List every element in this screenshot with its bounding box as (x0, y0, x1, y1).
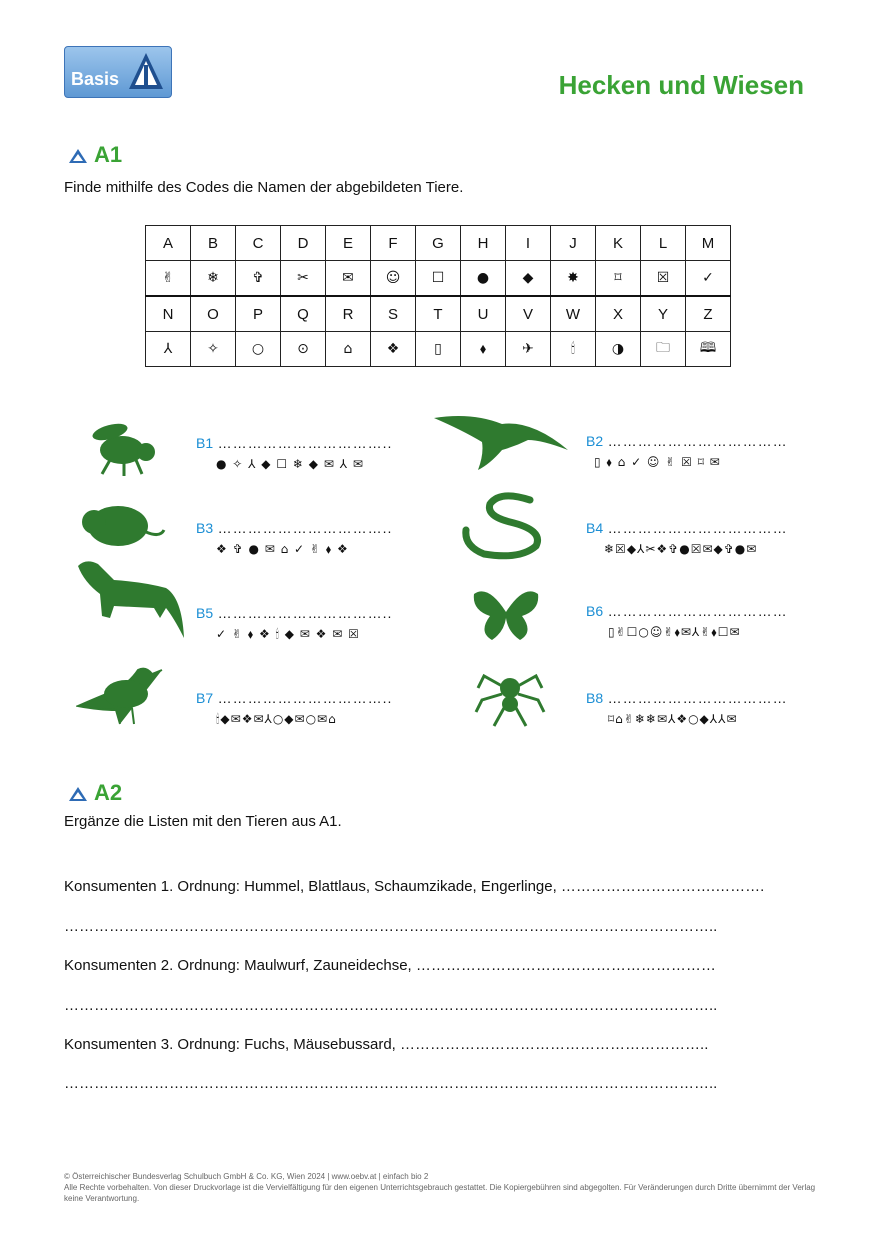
code-letter: K (596, 226, 641, 261)
code-symbol: ✉ (326, 261, 371, 297)
code-letter: R (326, 296, 371, 332)
code-letter: U (461, 296, 506, 332)
code-letter: J (551, 226, 596, 261)
code-symbol: ⌑ (596, 261, 641, 297)
code-symbol: ○ (236, 332, 281, 367)
code-symbol: ◆ (506, 261, 551, 297)
code-symbol: ☐ (416, 261, 461, 297)
code-table (145, 225, 731, 367)
consumer-line-2-continued[interactable]: ………………………………………………………………………………………………………………….. (64, 997, 718, 1014)
task-b6 (586, 603, 788, 640)
code-letter: T (416, 296, 461, 332)
b8-answer-line[interactable]: ……………………………… (607, 690, 788, 706)
b4-answer-line[interactable]: ……………………………… (607, 520, 788, 536)
consumer-line-2[interactable]: Konsumenten 2. Ordnung: Maulwurf, Zauneidechse, …………………………………………………… (64, 957, 716, 974)
code-symbol: 🗀 (641, 332, 686, 367)
code-letter: L (641, 226, 686, 261)
spider-icon (474, 664, 546, 730)
code-letter: G (416, 226, 461, 261)
b7-code: 🕯◆✉❖✉⅄○◆✉○✉⌂ (216, 712, 337, 726)
b8-label: B8 (586, 690, 604, 706)
code-symbol: ⊙ (281, 332, 326, 367)
code-letter: P (236, 296, 281, 332)
b7-answer-line[interactable]: …………………………….. (217, 690, 393, 706)
code-letter: F (371, 226, 416, 261)
code-symbol: ▯ (416, 332, 461, 367)
code-letter: O (191, 296, 236, 332)
b4-code: ❄☒◆⅄✂❖✞●☒✉◆✞●✉ (604, 542, 758, 556)
section-a2-heading: A2 (94, 780, 123, 805)
task-b1 (196, 435, 392, 471)
task-b8 (586, 690, 788, 726)
code-letter: V (506, 296, 551, 332)
task-b5 (196, 605, 392, 642)
b1-label: B1 (196, 435, 214, 451)
footer (64, 1171, 824, 1204)
code-symbol: ✸ (551, 261, 596, 297)
basis-logo (64, 46, 172, 98)
code-letter: A (146, 226, 191, 261)
b3-label: B3 (196, 520, 214, 536)
code-letter: C (236, 226, 281, 261)
code-letters-row-1 (146, 226, 731, 261)
code-symbol: ❄ (191, 261, 236, 297)
code-letter: D (281, 226, 326, 261)
consumer-line-3[interactable]: Konsumenten 3. Ordnung: Fuchs, Mäusebussard, …………………………………………………….. (64, 1036, 709, 1053)
code-symbol: ⬧ (461, 332, 506, 367)
vole-icon (80, 500, 166, 552)
b5-label: B5 (196, 605, 214, 621)
code-letter: M (686, 226, 731, 261)
code-symbol: 🕯 (551, 332, 596, 367)
b2-code: ▯ ⬧ ⌂ ✓ ☺ ✌ ☒ ⌑ ✉ (594, 455, 721, 469)
footer-copyright: © Österreichischer Bundesverlag Schulbuch GmbH & Co. KG, Wien 2024 | www.oebv.at | einfach bio 2 (64, 1172, 429, 1181)
code-symbol: ✓ (686, 261, 731, 297)
code-symbol: ✞ (236, 261, 281, 297)
page-title: Hecken und Wiesen (558, 70, 804, 100)
b3-code: ❖ ✞ ● ✉ ⌂ ✓ ✌ ⬧ ❖ (216, 542, 349, 556)
butterfly-icon (470, 582, 542, 644)
code-symbol: ● (461, 261, 506, 297)
code-symbol: 🕮 (686, 332, 731, 367)
bird-of-prey-icon (432, 410, 572, 474)
footer-rights: Alle Rechte vorbehalten. Von dieser Druckvorlage ist die Vervielfältigung für den eigenen Unterrichtsgebrauch gestattet. Die Kopiergebühren sind abgegolten. Für Veränderungen durch Dritte übernimmt der Verlag keine Verantwortung. (64, 1183, 816, 1203)
b3-answer-line[interactable]: …………………………….. (217, 520, 393, 536)
a2-instruction: Ergänze die Listen mit den Tieren aus A1. (64, 813, 342, 830)
task-b7 (196, 690, 392, 727)
a1-instruction: Finde mithilfe des Codes die Namen der abgebildeten Tiere. (64, 179, 464, 196)
snake-icon (460, 490, 550, 560)
section-a1-heading: A1 (94, 142, 123, 167)
b6-answer-line[interactable]: ……………………………… (607, 603, 788, 619)
consumer-line-3-continued[interactable]: ………………………………………………………………………………………………………………….. (64, 1075, 718, 1092)
b6-label: B6 (586, 603, 604, 619)
b4-label: B4 (586, 520, 604, 536)
code-symbol: ☒ (641, 261, 686, 297)
consumer-line-1-continued[interactable]: ………………………………………………………………………………………………………………….. (64, 918, 718, 935)
code-symbol: ✧ (191, 332, 236, 367)
code-symbols-row-1 (146, 261, 731, 297)
code-symbol: ❖ (371, 332, 416, 367)
bee-icon (80, 418, 158, 476)
code-symbols-row-2 (146, 332, 731, 367)
code-letter: I (506, 226, 551, 261)
consumer-line-1[interactable]: Konsumenten 1. Ordnung: Hummel, Blattlaus, Schaumzikade, Engerlinge, ………………………….………. (64, 878, 765, 895)
code-symbol: ✈ (506, 332, 551, 367)
code-letter: X (596, 296, 641, 332)
weasel-icon (74, 558, 188, 644)
code-symbol: ✂ (281, 261, 326, 297)
code-letter: W (551, 296, 596, 332)
code-symbol: ◑ (596, 332, 641, 367)
b6-code: ▯✌☐○☺✌⬧✉⅄✌⬧☐✉ (608, 625, 741, 639)
b8-code: ⌑⌂✌❄❄✉⅄❖○◆⅄⅄✉ (608, 712, 738, 726)
basis-level-icon (68, 786, 88, 802)
code-letter: Q (281, 296, 326, 332)
b5-code: ✓ ✌ ⬧ ❖ 🕯 ◆ ✉ ❖ ✉ ☒ (216, 627, 360, 641)
b7-label: B7 (196, 690, 214, 706)
code-symbol: ⌂ (326, 332, 371, 367)
code-letter: B (191, 226, 236, 261)
code-letter: N (146, 296, 191, 332)
code-symbol: ✌ (146, 261, 191, 297)
b2-label: B2 (586, 433, 604, 449)
task-b4 (586, 520, 788, 556)
code-letters-row-2 (146, 296, 731, 332)
code-letter: E (326, 226, 371, 261)
b1-answer-line[interactable]: …………………………….. (217, 435, 393, 451)
logo-text: Basis (71, 69, 120, 89)
b2-answer-line[interactable]: ……………………………… (607, 433, 788, 449)
code-letter: Y (641, 296, 686, 332)
task-b3 (196, 520, 392, 557)
b1-code: ● ✧ ⅄ ◆ ☐ ❄ ◆ ✉ ⅄ ✉ (216, 457, 364, 471)
songbird-icon (76, 662, 164, 728)
triangle-logo-icon (127, 51, 165, 91)
basis-level-icon (68, 148, 88, 164)
b5-answer-line[interactable]: …………………………….. (217, 605, 393, 621)
task-b2 (586, 433, 788, 470)
code-letter: H (461, 226, 506, 261)
code-symbol: ⅄ (146, 332, 191, 367)
code-letter: Z (686, 296, 731, 332)
code-letter: S (371, 296, 416, 332)
code-symbol: ☺ (371, 261, 416, 297)
